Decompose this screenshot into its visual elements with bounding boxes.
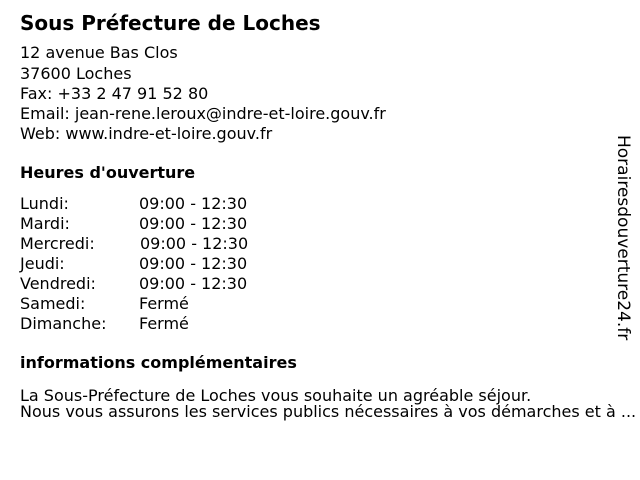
description-line-2: Nous vous assurons les services publics nécessaires à vos démarches et à ... (20, 402, 637, 421)
hours-row-wednesday (20, 234, 320, 254)
hours-row-sunday (20, 314, 320, 334)
hours-day: Lundi: (20, 194, 69, 213)
hours-day: Dimanche: (20, 314, 107, 333)
hours-day: Mercredi: (20, 234, 95, 253)
additional-info-heading: informations complémentaires (20, 353, 297, 372)
hours-day: Samedi: (20, 294, 86, 313)
address-city: 37600 Loches (20, 64, 132, 83)
fax-number: Fax: +33 2 47 91 52 80 (20, 84, 209, 103)
description-line-1: La Sous-Préfecture de Loches vous souhaite un agréable séjour. (20, 386, 532, 405)
hours-day: Vendredi: (20, 274, 96, 293)
page-title: Sous Préfecture de Loches (20, 11, 321, 35)
hours-time: 09:00 - 12:30 (139, 254, 248, 273)
hours-row-thursday (20, 254, 320, 274)
hours-time: Fermé (139, 314, 189, 333)
hours-time: 09:00 - 12:30 (139, 194, 248, 213)
website: Web: www.indre-et-loire.gouv.fr (20, 124, 273, 143)
hours-row-saturday (20, 294, 320, 314)
hours-row-monday (20, 194, 320, 214)
hours-day: Mardi: (20, 214, 70, 233)
hours-row-friday (20, 274, 320, 294)
hours-time: 09:00 - 12:30 (140, 234, 249, 253)
opening-hours-heading: Heures d'ouverture (20, 163, 196, 182)
email-address: Email: jean-rene.leroux@indre-et-loire.gouv.fr (20, 104, 386, 123)
site-watermark: Horairesdouverture24.fr (613, 135, 633, 341)
hours-time: 09:00 - 12:30 (139, 274, 248, 293)
hours-day: Jeudi: (20, 254, 65, 273)
address-street: 12 avenue Bas Clos (20, 43, 178, 62)
hours-row-tuesday (20, 214, 320, 234)
hours-time: Fermé (139, 294, 189, 313)
hours-time: 09:00 - 12:30 (139, 214, 248, 233)
